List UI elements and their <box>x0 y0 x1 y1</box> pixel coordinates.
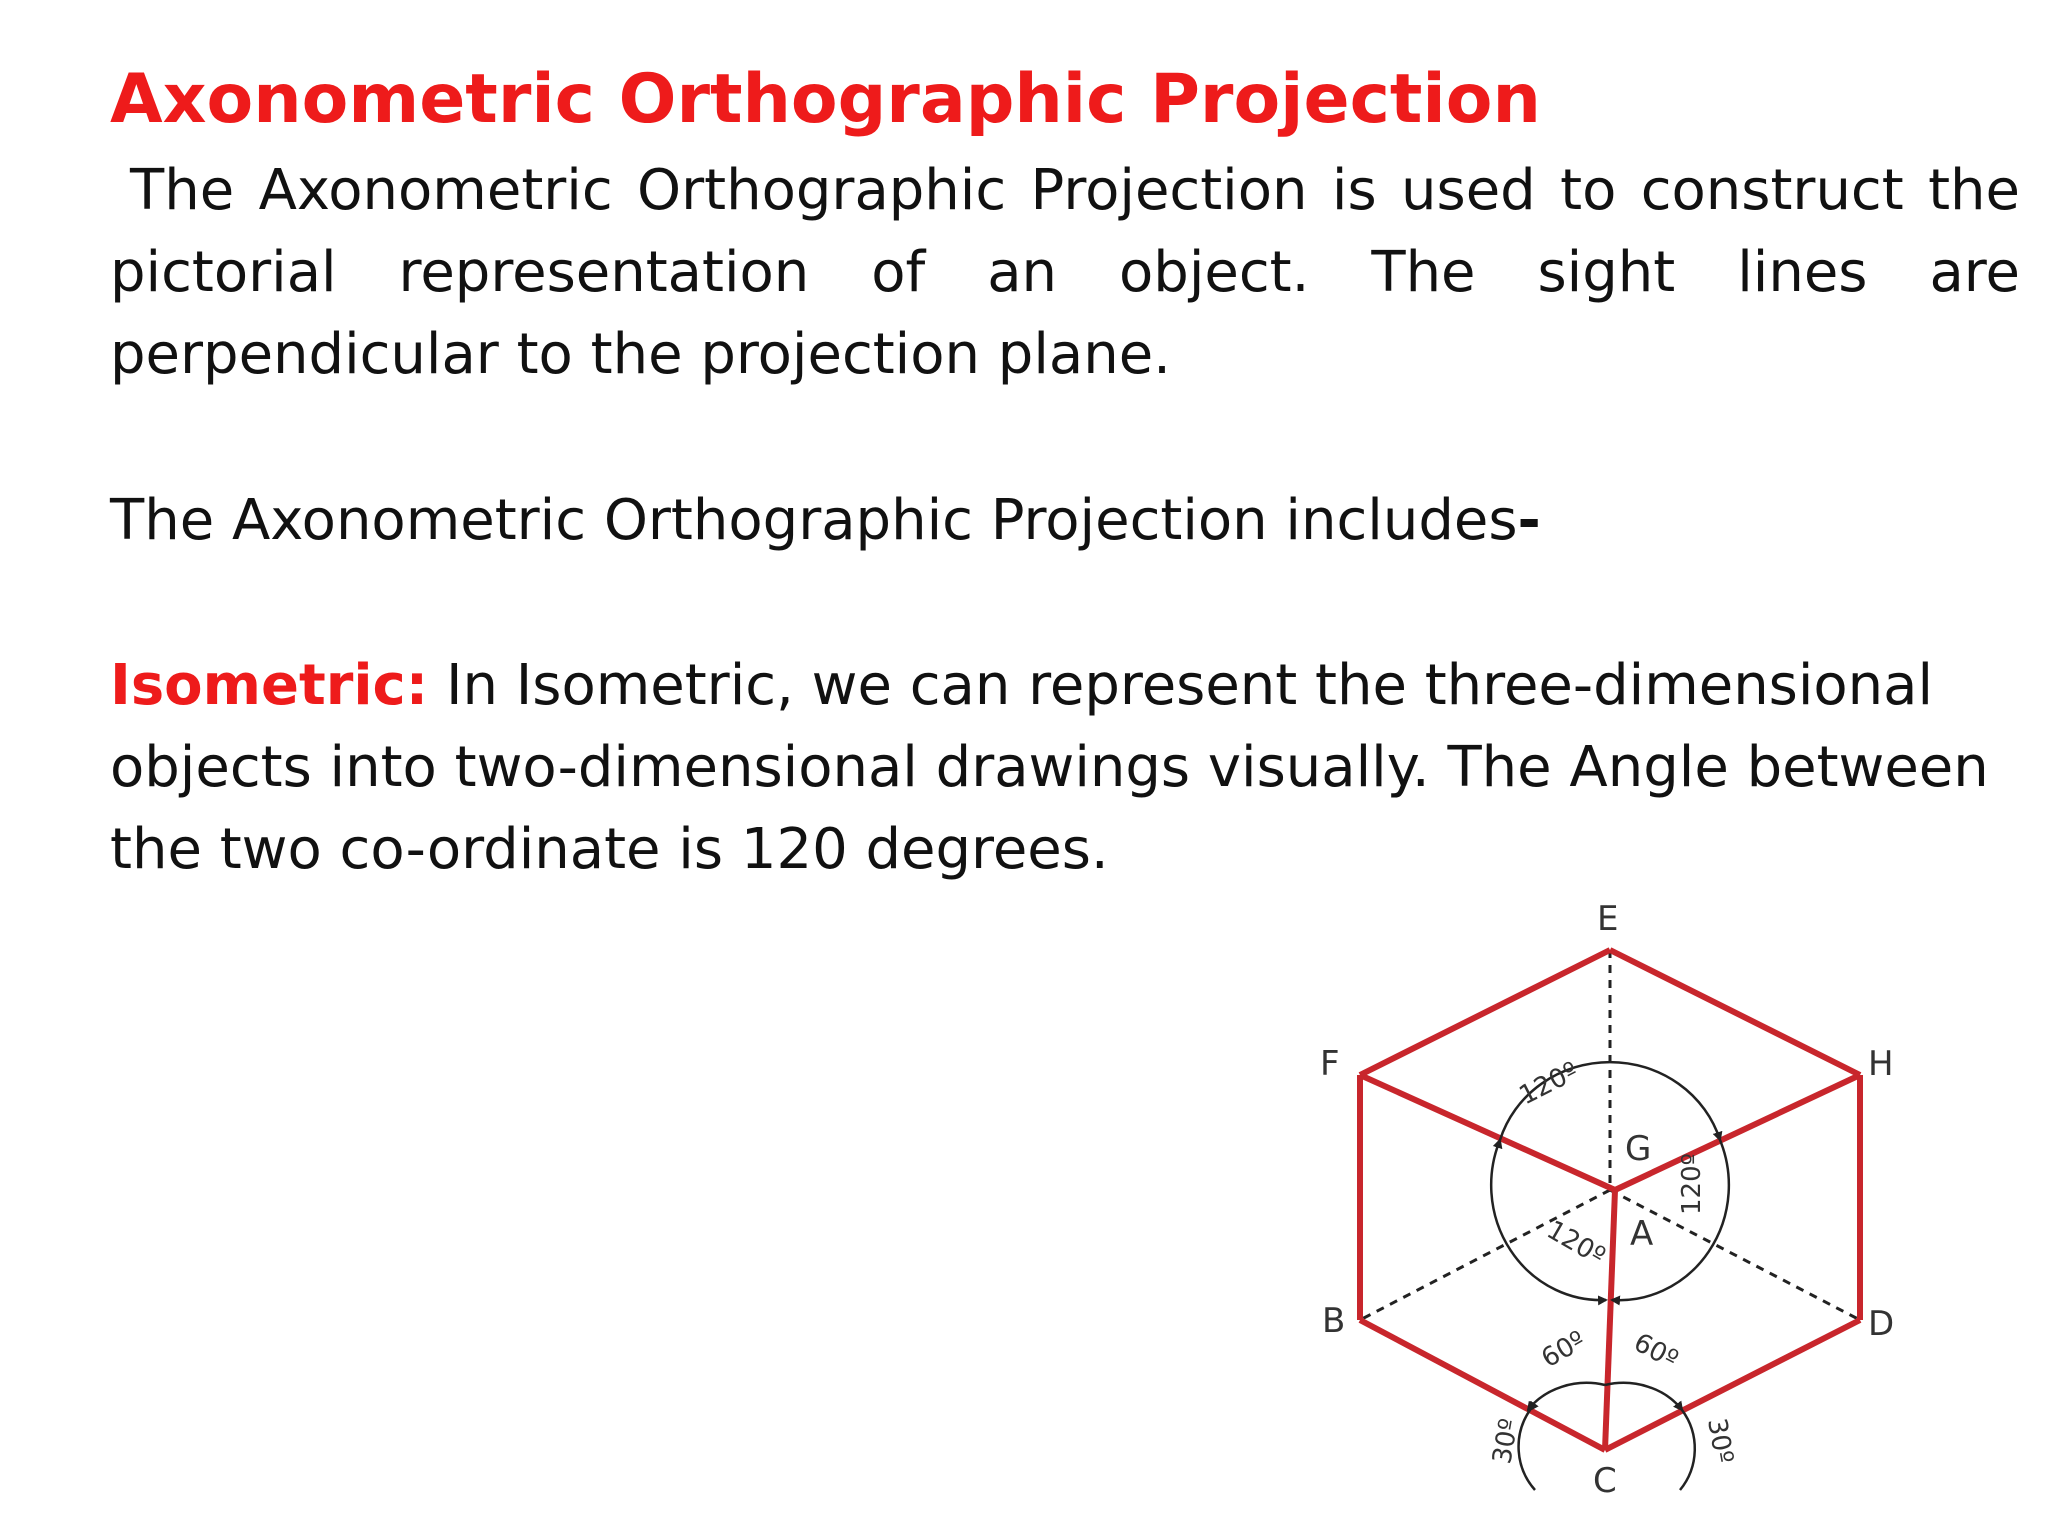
arc-120-left <box>1491 1140 1606 1300</box>
slide-title: Axonometric Orthographic Projection <box>110 60 1541 139</box>
label-g: G <box>1625 1129 1652 1169</box>
label-c: C <box>1593 1461 1617 1500</box>
arc-30-right <box>1680 1410 1695 1490</box>
intro-paragraph <box>110 150 2020 396</box>
angle-label-right: 120º <box>1677 1153 1707 1215</box>
includes-line <box>110 480 2020 562</box>
label-f: F <box>1320 1044 1340 1084</box>
intro-text: The Axonometric Orthographic Projection is used to construct the pictorial representation of an object. The sight lines are perpendicular to the projection plane. <box>110 158 2020 387</box>
label-a: A <box>1630 1214 1654 1254</box>
isometric-cube-diagram <box>1300 890 1920 1500</box>
angle-label-left: 120º <box>1541 1215 1611 1273</box>
edge-hg <box>1615 1075 1860 1190</box>
label-e: E <box>1597 899 1619 939</box>
edge-ef <box>1360 950 1610 1075</box>
includes-dash: - <box>1517 488 1541 553</box>
label-b: B <box>1322 1301 1346 1341</box>
angle-label-top: 120º <box>1514 1056 1584 1112</box>
angle-label-base-right: 30º <box>1701 1416 1739 1466</box>
label-d: D <box>1868 1304 1895 1344</box>
label-h: H <box>1868 1044 1894 1084</box>
isometric-paragraph <box>110 645 2020 891</box>
angle-label-bottom-right: 60º <box>1628 1327 1683 1376</box>
hidden-edge-ad <box>1610 1190 1860 1320</box>
isometric-text: In Isometric, we can represent the three-dimensional objects into two-dimensional drawings visually. The Angle between the two co-ordinate is 120 degrees. <box>110 653 1989 882</box>
includes-text: The Axonometric Orthographic Projection includes <box>110 488 1518 553</box>
angle-label-bottom-left: 60º <box>1536 1325 1591 1375</box>
angle-label-base-left: 30º <box>1487 1416 1525 1467</box>
edge-eh <box>1610 950 1860 1075</box>
arc-60-right <box>1605 1383 1682 1410</box>
edge-gc <box>1605 1190 1615 1450</box>
edge-fg <box>1360 1075 1615 1190</box>
arc-60-left <box>1528 1383 1605 1410</box>
isometric-label: Isometric: <box>110 653 429 718</box>
